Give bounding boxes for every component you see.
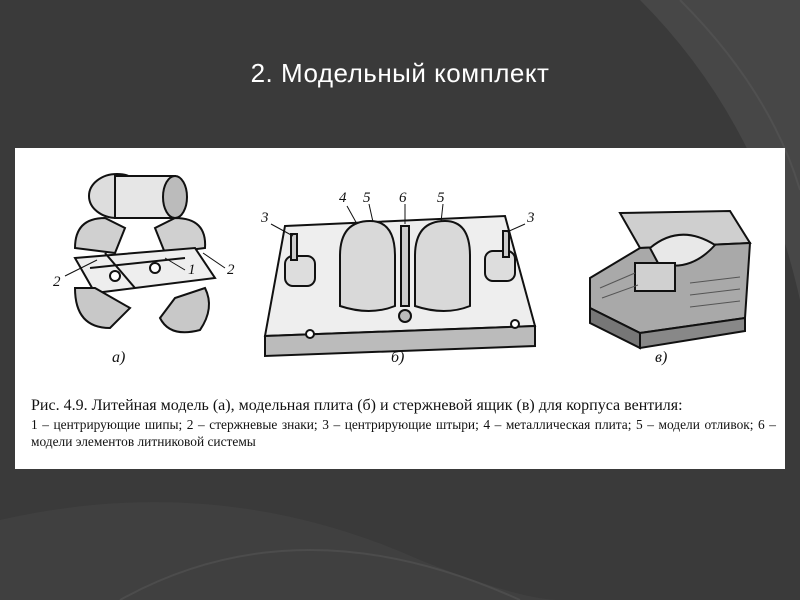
figure-caption bbox=[31, 396, 776, 450]
callout-b-5-right: 5 bbox=[437, 190, 445, 206]
sublabel-a: а) bbox=[112, 349, 126, 366]
caption-legend: 1 – центрирующие шипы; 2 – стержневые знаки; 3 – центрирующие штыри; 4 – металлическая плита; 5 – модели отливок; 6 – модели элементов литниковой системы bbox=[31, 417, 776, 449]
callout-a-2-right: 2 bbox=[227, 262, 235, 278]
pattern-plate-drawing bbox=[245, 166, 545, 366]
callout-b-5-left: 5 bbox=[363, 190, 371, 206]
core-box-drawing bbox=[580, 203, 760, 353]
callout-b-3-left: 3 bbox=[261, 210, 269, 226]
sublabel-b: б) bbox=[391, 349, 405, 366]
sublabel-c: в) bbox=[655, 349, 668, 366]
callout-a-1: 1 bbox=[188, 262, 196, 278]
callout-a-2-left: 2 bbox=[53, 274, 61, 290]
casting-pattern-drawing bbox=[35, 158, 245, 358]
caption-title: Рис. 4.9. Литейная модель (а), модельная плита (б) и стержневой ящик (в) для корпуса вентиля: bbox=[31, 397, 683, 414]
callout-b-4: 4 bbox=[339, 190, 347, 206]
callout-b-6: 6 bbox=[399, 190, 407, 206]
callout-b-3-right: 3 bbox=[527, 210, 535, 226]
slide-title: 2. Модельный комплект bbox=[250, 58, 550, 88]
figure-panel bbox=[15, 148, 785, 469]
